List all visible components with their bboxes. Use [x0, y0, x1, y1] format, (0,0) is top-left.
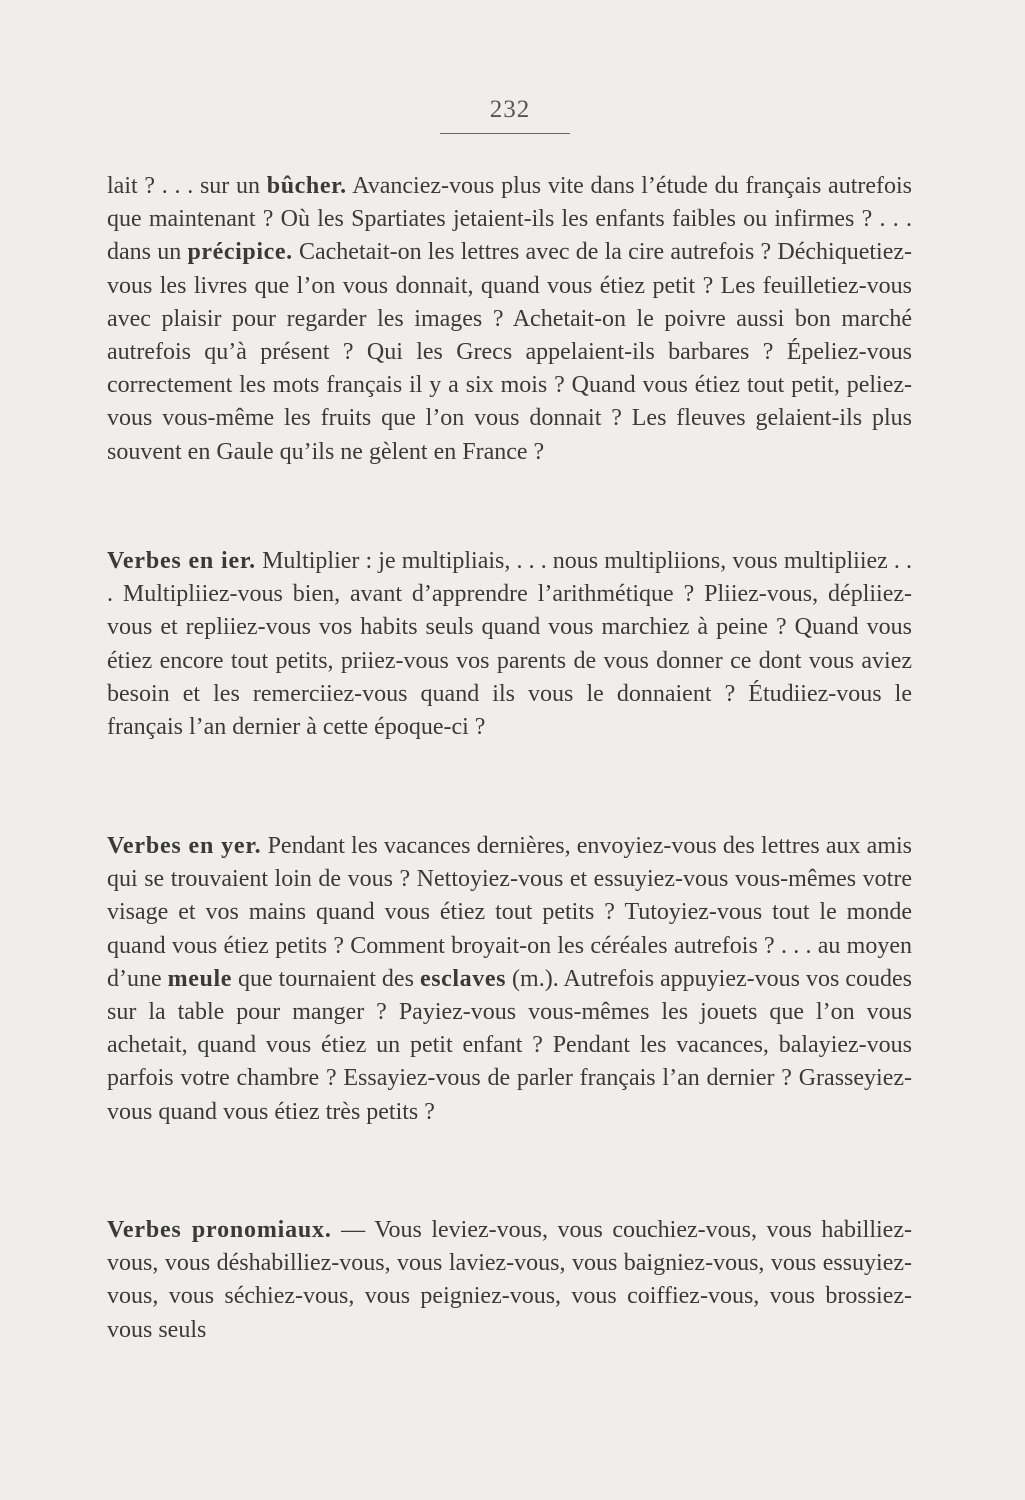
- vocab-term: esclaves: [419, 965, 507, 992]
- text-run: Avanciez-vous plus vite dans l’étude du français autrefois que maintenant ? Où les Spartiates jetaient-ils les enfants faibles ou infirmes ? . . . dans un: [107, 173, 913, 266]
- vocab-term: meule: [167, 965, 232, 992]
- paragraph-text: [107, 1214, 912, 1347]
- text-run: (m.). Autrefois appuyiez-vous vos coudes sur la table pour manger ? Payiez-vous vous-mêmes les jouets que l’on vous achetait, quand vous étiez un petit enfant ? Pendant les vacances, balayiez-vous parfois votre chambre ? Essayiez-vous de parler français l’an dernier ? Grasseyiez-vous quand vous étiez très petits ?: [107, 965, 912, 1125]
- section-heading: Verbes en yer.: [107, 833, 262, 859]
- paragraph-text: [107, 170, 912, 469]
- paragraph-text: [107, 830, 912, 1129]
- vocab-term: précipice.: [187, 239, 293, 266]
- page-number-rule: [440, 133, 570, 134]
- text-run: que tournaient des: [231, 965, 420, 992]
- text-run: Multiplier : je multipliais, . . . nous multipliions, vous multipliiez . . . Multipliiez-vous bien, avant d’apprendre l’arithmétique ? Pliiez-vous, dépliiez-vous et repliiez-vous vos habits seuls quand vous marchiez à peine ? Quand vous étiez encore tout petits, priiez-vous vos parents de vous donner ce dont vous aviez besoin et les remerciiez-vous quand ils vous le donnaient ? Étudiiez-vous le français l’an dernier à cette époque-ci ?: [107, 548, 913, 741]
- paragraph-verbes-yer: [107, 830, 912, 1129]
- text-run: Pendant les vacances dernières, envoyiez-vous des lettres aux amis qui se trouvaient loin de vous ? Nettoyiez-vous et essuyiez-vous vous-mêmes votre visage et vos mains quand vous étiez tout petits ? Tutoyiez-vous tout le monde quand vous étiez petits ? Comment broyait-on les céréales autrefois ? . . . au moyen d’une: [107, 833, 912, 992]
- vocab-term: bûcher.: [266, 173, 347, 199]
- paragraph-text: [107, 545, 912, 744]
- paragraph-questions-cont: [107, 170, 912, 469]
- page-number: 232: [489, 96, 531, 123]
- section-heading: Verbes pronomiaux.: [107, 1217, 332, 1243]
- section-heading: Verbes en ier.: [107, 548, 256, 574]
- text-run: Cachetait-on les lettres avec de la cire autrefois ? Déchiquetiez-vous les livres que l’on vous donnait, quand vous étiez petit ? Les feuilletiez-vous avec plaisir pour regarder les images ? Achetait-on le poivre aussi bon marché autrefois qu’à présent ? Qui les Grecs appelaient-ils barbares ? Épeliez-vous correctement les mots français il y a six mois ? Quand vous étiez tout petit, peliez-vous vous-même les fruits que l’on vous donnait ? Les fleuves gelaient-ils plus souvent en Gaule qu’ils ne gèlent en France ?: [107, 239, 913, 465]
- paragraph-verbes-pronominaux: [107, 1214, 912, 1347]
- paragraph-verbes-ier: [107, 545, 912, 744]
- text-run: lait ? . . . sur un: [107, 173, 267, 199]
- text-run: — Vous leviez-vous, vous couchiez-vous, vous habilliez-vous, vous déshabilliez-vous, vous laviez-vous, vous baigniez-vous, vous essuyiez-vous, vous séchiez-vous, vous peigniez-vous, vous coiffiez-vous, vous brossiez-vous seuls: [107, 1217, 912, 1343]
